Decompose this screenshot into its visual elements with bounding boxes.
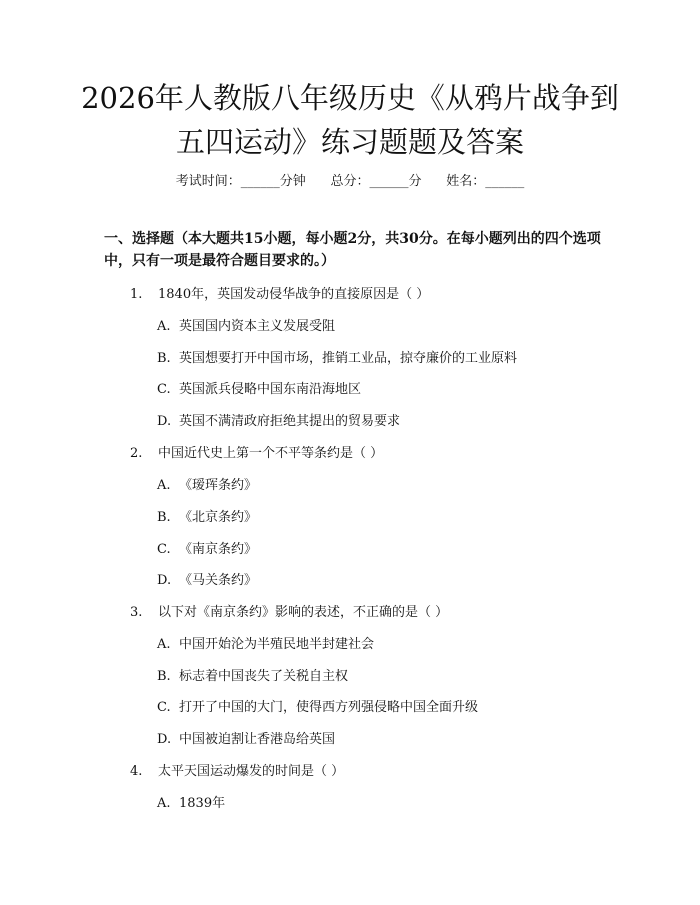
question-2	[130, 442, 383, 461]
option-key: B.	[157, 351, 171, 366]
option-key: C.	[157, 542, 171, 557]
option-text: 打开了中国的大门，使得西方列强侵略中国全面升级	[179, 700, 479, 715]
option-text: 《瑷珲条约》	[179, 478, 258, 493]
option-2a	[157, 474, 257, 493]
option-text: 《南京条约》	[179, 542, 258, 557]
option-text: 中国被迫割让香港岛给英国	[179, 732, 336, 747]
option-1d	[157, 410, 400, 429]
option-text: 英国国内资本主义发展受阻	[179, 319, 336, 334]
option-text: 1839年	[179, 796, 226, 811]
option-2c	[157, 538, 257, 557]
page-title: 2026年人教版八年级历史《从鸦片战争到五四运动》练习题题及答案	[81, 81, 619, 159]
option-1b	[157, 347, 517, 366]
option-text: 中国开始沦为半殖民地半封建社会	[179, 637, 375, 652]
option-1c	[157, 378, 361, 397]
option-key: D.	[157, 414, 172, 429]
question-4	[130, 760, 344, 779]
option-text: 标志着中国丧失了关税自主权	[179, 669, 349, 684]
option-text: 英国不满清政府拒绝其提出的贸易要求	[179, 414, 401, 429]
option-2b	[157, 506, 257, 525]
option-text: 《马关条约》	[179, 573, 258, 588]
question-text: 太平天国运动爆发的时间是（ ）	[158, 764, 345, 779]
option-4a	[157, 792, 225, 811]
option-3a	[157, 633, 374, 652]
question-number: 2.	[130, 446, 143, 461]
section-heading: 一、选择题（本大题共15小题，每小题2分，共30分。在每小题列出的四个选项中，只有一项是最符合题目要求的。）	[104, 231, 601, 269]
option-text: 英国派兵侵略中国东南沿海地区	[179, 382, 362, 397]
option-key: D.	[157, 573, 172, 588]
question-3	[130, 601, 448, 620]
question-number: 4.	[130, 764, 143, 779]
option-2d	[157, 569, 257, 588]
question-text: 中国近代史上第一个不平等条约是（ ）	[158, 446, 384, 461]
option-key: A.	[157, 796, 171, 811]
option-key: C.	[157, 382, 171, 397]
option-3d	[157, 728, 335, 747]
option-1a	[157, 315, 335, 334]
option-text: 《北京条约》	[179, 510, 258, 525]
option-key: A.	[157, 637, 171, 652]
option-key: B.	[157, 510, 171, 525]
exam-info-line: 考试时间：______分钟 总分：______分 姓名：______	[175, 174, 525, 189]
option-key: C.	[157, 700, 171, 715]
question-text: 1840年，英国发动侵华战争的直接原因是（ ）	[158, 287, 430, 302]
question-number: 1.	[130, 287, 143, 302]
option-key: D.	[157, 732, 172, 747]
option-key: A.	[157, 478, 171, 493]
question-1	[130, 283, 429, 302]
question-text: 以下对《南京条约》影响的表述，不正确的是（ ）	[158, 605, 449, 620]
option-3b	[157, 665, 348, 684]
option-3c	[157, 696, 478, 715]
option-key: B.	[157, 669, 171, 684]
option-key: A.	[157, 319, 171, 334]
option-text: 英国想要打开中国市场，推销工业品，掠夺廉价的工业原料	[179, 351, 518, 366]
question-number: 3.	[130, 605, 143, 620]
